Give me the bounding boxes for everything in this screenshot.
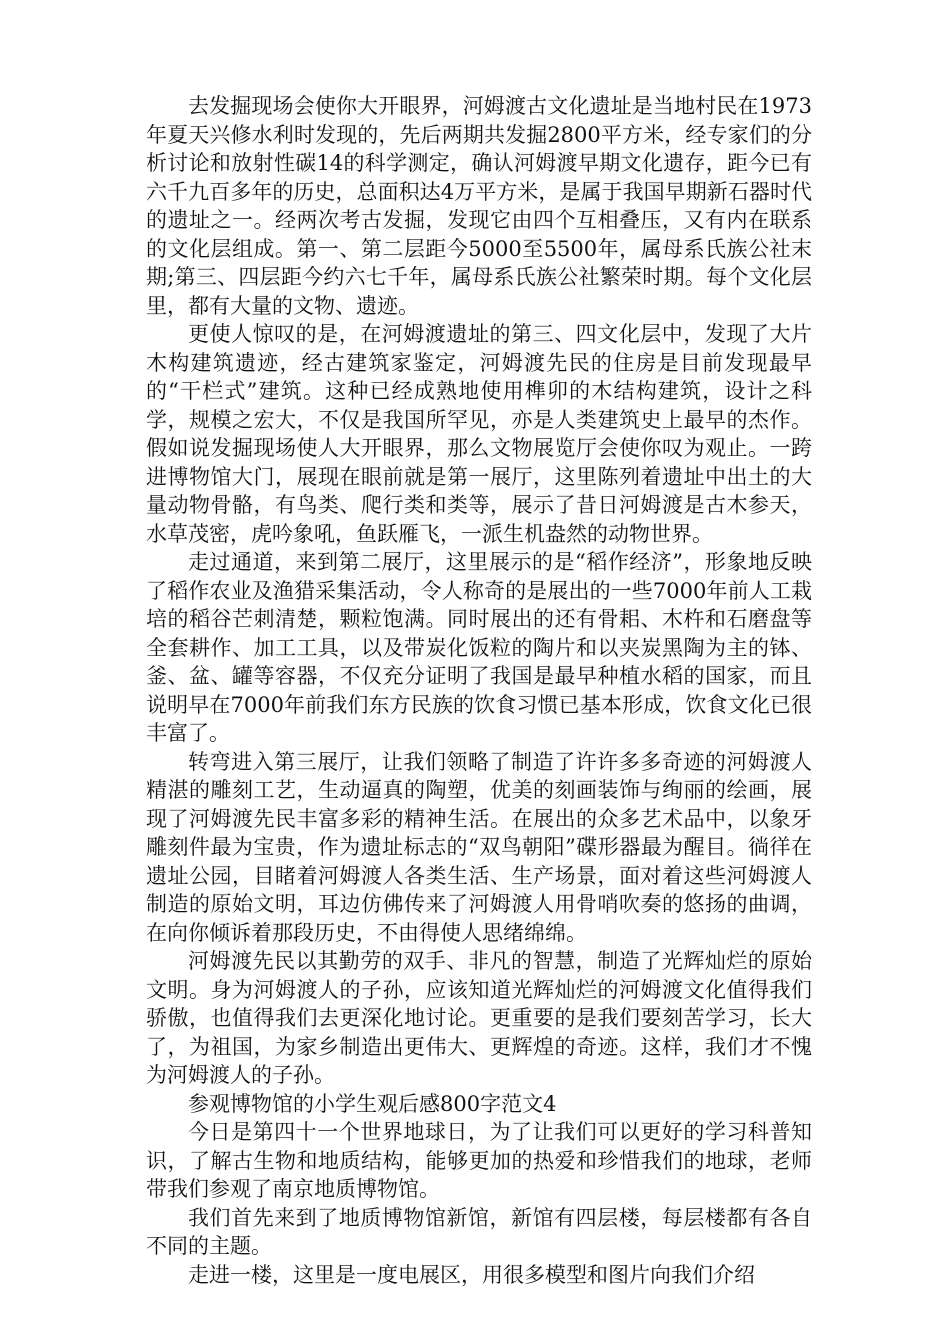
section-title: 参观博物馆的小学生观后感800字范文4 [188, 1091, 557, 1116]
paragraph-conclusion: 河姆渡先民以其勤劳的双手、非凡的智慧，制造了光辉灿烂的原始文明。身为河姆渡人的子孙，应该知道光辉灿烂的河姆渡文化值得我们骄傲，也值得我们去更深化地讨论。更重要的是我们要刻苦学习，长大了，为祖国，为家乡制造出更伟大、更辉煌的奇迹。这样，我们才不愧为河姆渡人的子孙。 [146, 949, 812, 1087]
paragraph-second-hall: 走过通道，来到第二展厅，这里展示的是“稻作经济”，形象地反映了稻作农业及渔猎采集活动，令人称奇的是展出的一些7000年前人工栽培的稻谷芒刺清楚，颗粒饱满。同时展出的还有骨耜、木杵和石磨盘等全套耕作、加工工具，以及带炭化饭粒的陶片和以夹炭黑陶为主的钵、釜、盆、罐等容器，不仅充分证明了我国是最早种植水稻的国家，而且说明早在7000年前我们东方民族的饮食习惯已基本形成，饮食文化已很丰富了。 [146, 550, 812, 745]
paragraph-first-floor: 走进一楼，这里是一度电展区，用很多模型和图片向我们介绍 [188, 1262, 755, 1287]
paragraph-new-museum: 我们首先来到了地质博物馆新馆，新馆有四层楼，每层楼都有各自不同的主题。 [146, 1205, 812, 1258]
paragraph-third-hall: 转弯进入第三展厅，让我们领略了制造了许许多多奇迹的河姆渡人精湛的雕刻工艺，生动逼真的陶塑，优美的刻画装饰与绚丽的绘画，展现了河姆渡先民丰富多彩的精神生活。在展出的众多艺术品中，以象牙雕刻件最为宝贵，作为遗址标志的“双鸟朝阳”碟形器最为醒目。徜徉在遗址公园，目睹着河姆渡人各类生活、生产场景，面对着这些河姆渡人制造的原始文明，耳边仿佛传来了河姆渡人用骨哨吹奏的悠扬的曲调，在向你倾诉着那段历史，不由得使人思绪绵绵。 [146, 749, 812, 945]
document-body [146, 92, 812, 1289]
paragraph-wooden-architecture: 更使人惊叹的是，在河姆渡遗址的第三、四文化层中，发现了大片木构建筑遗迹，经古建筑家鉴定，河姆渡先民的住房是目前发现最早的“干栏式”建筑。这种已经成熟地使用榫卯的木结构建筑，设计之科学，规模之宏大，不仅是我国所罕见，亦是人类建筑史上最早的杰作。假如说发掘现场使人大开眼界，那么文物展览厅会使你叹为观止。一跨进博物馆大门，展现在眼前就是第一展厅，这里陈列着遗址中出土的大量动物骨骼，有鸟类、爬行类和类等，展示了昔日河姆渡是古木参天，水草茂密，虎吟象吼，鱼跃雁飞，一派生机盎然的动物世界。 [146, 322, 812, 546]
paragraph-earth-day: 今日是第四十一个世界地球日，为了让我们可以更好的学习科普知识，了解古生物和地质结构，能够更加的热爱和珍惜我们的地球，老师带我们参观了南京地质博物馆。 [146, 1120, 812, 1201]
paragraph-excavation-site: 去发掘现场会使你大开眼界，河姆渡古文化遗址是当地村民在1973年夏天兴修水利时发现的，先后两期共发掘2800平方米，经专家们的分析讨论和放射性碳14的科学测定，确认河姆渡早期文化遗存，距今已有六千九百多年的历史，总面积达4万平方米，是属于我国早期新石器时代的遗址之一。经两次考古发掘，发现它由四个互相叠压，又有内在联系的文化层组成。第一、第二层距今5000至5500年，属母系氏族公社末期;第三、四层距今约六七千年，属母系氏族公社繁荣时期。每个文化层里，都有大量的文物、遗迹。 [146, 94, 812, 318]
